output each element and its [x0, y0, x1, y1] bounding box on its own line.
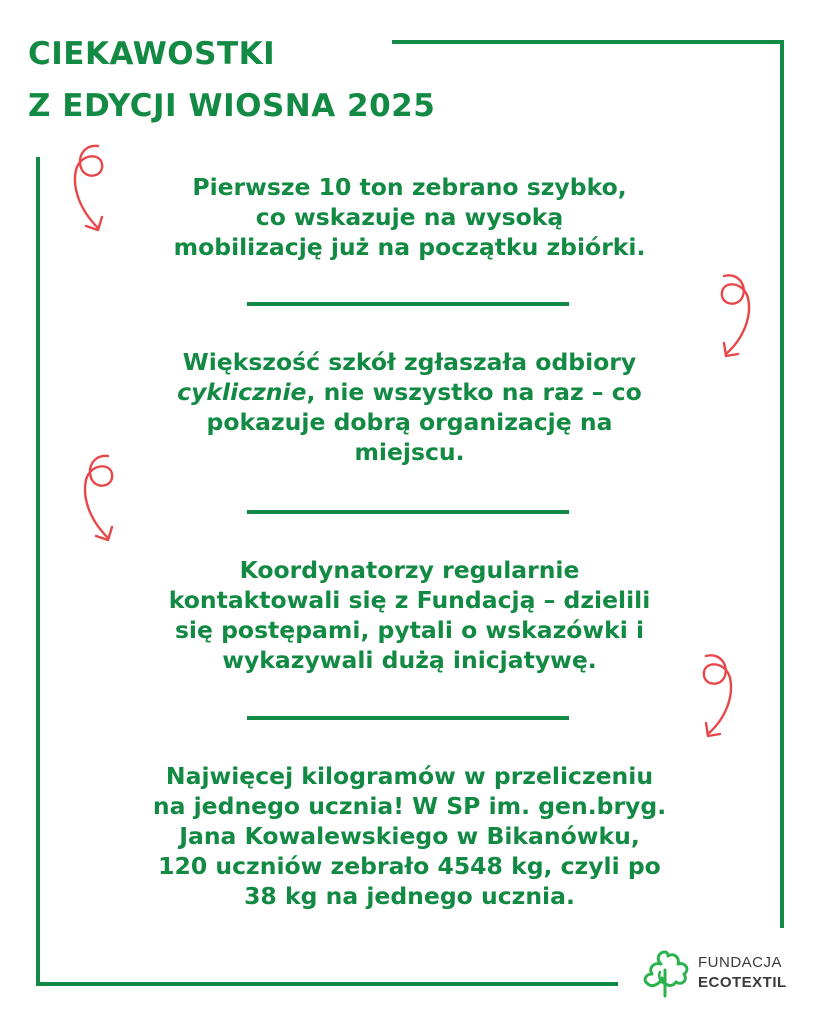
fact-1-line-1: Pierwsze 10 ton zebrano szybko,: [192, 173, 627, 201]
divider-2: [247, 510, 569, 514]
fact-1-line-2: co wskazuje na wysoką: [255, 203, 564, 231]
fact-4-line-3: Jana Kowalewskiego w Bikanówku,: [179, 822, 640, 850]
fact-4-line-1: Najwięcej kilogramów w przeliczeniu: [165, 762, 654, 790]
fact-3-line-2: kontaktowali się z Fundacją – dzielili: [168, 586, 651, 614]
divider-1: [247, 302, 569, 306]
fact-2-line-1: Większość szkół zgłaszała odbiory: [182, 348, 637, 376]
fact-2: [0, 347, 819, 467]
fact-3-line-1: Koordynatorzy regularnie: [239, 556, 580, 584]
fact-2-line-4: miejscu.: [354, 438, 465, 466]
fact-3-line-4: wykazywali dużą inicjatywę.: [222, 646, 597, 674]
fact-4-line-5: 38 kg na jednego ucznia.: [244, 882, 575, 910]
fact-2-italic-word: cyklicznie: [177, 378, 307, 406]
curly-arrow-icon: [72, 450, 122, 550]
fact-4-line-2: na jednego ucznia! W SP im. gen.bryg.: [152, 792, 667, 820]
curly-arrow-icon: [712, 268, 762, 368]
fact-2-line-3: pokazuje dobrą organizację na: [206, 408, 613, 436]
fact-2-line-2: [0, 377, 819, 407]
fact-1: [0, 172, 819, 262]
fact-3-line-3: się postępami, pytali o wskazówki i: [174, 616, 645, 644]
fact-1-line-3: mobilizację już na początku zbiórki.: [173, 233, 646, 261]
title-line-1: CIEKAWOSTKI: [28, 36, 276, 72]
frame-top-line: [392, 40, 784, 44]
fact-4: [0, 761, 819, 911]
logo-word-fundacja: FUNDACJA: [698, 954, 783, 971]
fact-4-line-4: 120 uczniów zebrało 4548 kg, czyli po: [158, 852, 661, 880]
fundacja-ecotextil-logo: [638, 946, 808, 1000]
fact-2-line-2-rest: , nie wszystko na raz – co: [306, 378, 642, 406]
page-title: [28, 28, 435, 132]
ecotextil-logo-icon: [638, 946, 692, 1000]
frame-bottom-line: [36, 982, 618, 986]
title-line-2: Z EDYCJI WIOSNA 2025: [28, 88, 436, 124]
curly-arrow-icon: [694, 648, 744, 748]
logo-word-ecotextil: ECOTEXTIL: [698, 974, 787, 991]
curly-arrow-icon: [62, 140, 112, 240]
divider-3: [247, 716, 569, 720]
